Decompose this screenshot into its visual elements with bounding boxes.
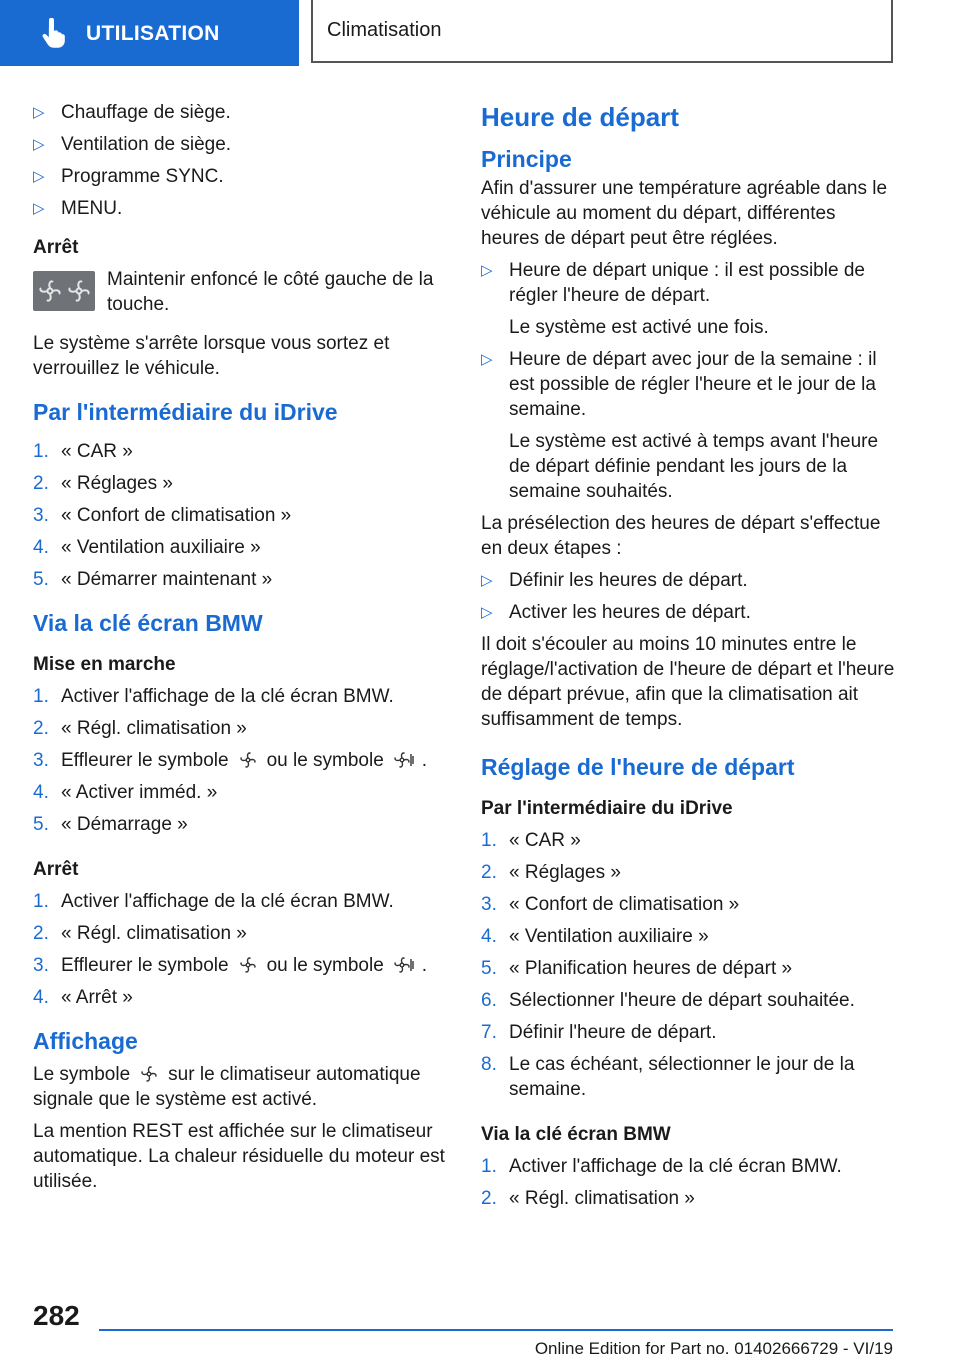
list-subtext: Le système est activé une fois. xyxy=(509,317,769,338)
list-item: 7. Définir l'heure de départ. xyxy=(481,1022,717,1043)
fan-off-button-icon xyxy=(33,271,95,311)
list-item: 8. Le cas échéant, sélectionner le jour de la semaine. xyxy=(481,1054,855,1100)
list-item: ▷ Ventilation de siège. xyxy=(33,134,232,155)
principe-heading: Principe xyxy=(481,146,572,172)
list-item: ▷ Chauffage de siège. xyxy=(33,102,231,123)
list-item: 1. Activer l'affichage de la clé écran BMW. xyxy=(33,686,394,707)
triangle-bullet-icon: ▷ xyxy=(481,351,493,368)
key-heading: Via la clé écran BMW xyxy=(481,1124,671,1145)
page-header xyxy=(0,0,960,66)
triangle-bullet-icon: ▷ xyxy=(481,572,493,589)
triangle-bullet-icon: ▷ xyxy=(33,136,45,153)
hand-pointer-icon xyxy=(40,18,66,48)
topic-label: Climatisation xyxy=(327,19,442,41)
list-item: 5. « Planification heures de départ » xyxy=(481,958,793,979)
arret-paragraph: Le système s'arrête lorsque vous sortez et verrouillez le véhicule. xyxy=(33,333,390,379)
list-item: 3. Effleurer le symbole ou le symbole . xyxy=(33,750,428,771)
triangle-bullet-icon: ▷ xyxy=(481,262,493,279)
list-item: ▷ Heure de départ unique : il est possible de régler l'heure de départ. xyxy=(481,260,865,306)
fan-icon xyxy=(137,1065,161,1083)
principe-paragraph: Afin d'assurer une température agréable dans le véhicule au moment du départ, différentes heures de départ peut être réglées. xyxy=(481,178,888,249)
idrive-heading: Par l'intermédiaire du iDrive xyxy=(33,399,338,425)
list-item: 6. Sélectionner l'heure de départ souhaitée. xyxy=(481,990,855,1011)
triangle-bullet-icon: ▷ xyxy=(33,200,45,217)
fan-icon xyxy=(236,956,260,974)
edition-note: Online Edition for Part no. 01402666729 - VI/19 xyxy=(534,1339,893,1358)
list-subtext: Le système est activé à temps avant l'heure de départ définie pendant les jours de la semaine souhaités. xyxy=(509,431,879,502)
arret-heading: Arrêt xyxy=(33,237,79,258)
list-item: 4. « Ventilation auxiliaire » xyxy=(481,926,709,947)
right-column xyxy=(481,100,896,1218)
list-item: 2. « Réglages » xyxy=(33,473,173,494)
topic-tab xyxy=(311,0,893,63)
triangle-bullet-icon: ▷ xyxy=(481,604,493,621)
list-item: 3. « Confort de climatisation » xyxy=(481,894,740,915)
triangle-bullet-icon: ▷ xyxy=(33,104,45,121)
delay-paragraph: Il doit s'écouler au moins 10 minutes entre le réglage/l'activation de l'heure de départ et l'heure de départ prévue, afin que la climatisation ait suffisamment de temps. xyxy=(481,634,895,730)
list-item: 4. « Activer imméd. » xyxy=(33,782,218,803)
section-label: UTILISATION xyxy=(86,21,220,45)
list-item: 1. « CAR » xyxy=(481,830,581,851)
footer-divider xyxy=(99,1329,893,1331)
list-item: 4. « Arrêt » xyxy=(33,987,133,1008)
page-number: 282 xyxy=(33,1300,80,1331)
list-item: ▷ MENU. xyxy=(33,198,123,219)
arret-icon-text: Maintenir enfoncé le côté gauche de la touche. xyxy=(107,269,434,315)
key-heading: Via la clé écran BMW xyxy=(33,610,263,636)
fan-heat-icon xyxy=(391,956,415,974)
list-item: 2. « Réglages » xyxy=(481,862,621,883)
triangle-bullet-icon: ▷ xyxy=(33,168,45,185)
mise-heading: Mise en marche xyxy=(33,654,176,675)
affichage-paragraph-1: Le symbole sur le climatiseur automatique signale que le système est activé. xyxy=(33,1064,421,1110)
list-item: ▷ Définir les heures de départ. xyxy=(481,570,748,591)
arret2-heading: Arrêt xyxy=(33,859,79,880)
list-item: 1. « CAR » xyxy=(33,441,133,462)
list-item: 4. « Ventilation auxiliaire » xyxy=(33,537,261,558)
reglage-heading: Réglage de l'heure de départ xyxy=(481,754,795,780)
list-item: ▷ Programme SYNC. xyxy=(33,166,224,187)
left-column xyxy=(33,100,448,1201)
list-item: 2. « Régl. climatisation » xyxy=(33,923,247,944)
list-item: 2. « Régl. climatisation » xyxy=(33,718,247,739)
list-item: 1. Activer l'affichage de la clé écran BMW. xyxy=(33,891,394,912)
fan-icon xyxy=(236,751,260,769)
list-item: 3. « Confort de climatisation » xyxy=(33,505,292,526)
list-item: ▷ Heure de départ avec jour de la semaine : il est possible de régler l'heure et le jour de la semaine. xyxy=(481,349,877,420)
idrive-heading: Par l'intermédiaire du iDrive xyxy=(481,798,733,819)
list-item: 1. Activer l'affichage de la clé écran BMW. xyxy=(481,1156,842,1177)
list-item: 5. « Démarrage » xyxy=(33,814,188,835)
affichage-heading: Affichage xyxy=(33,1028,138,1054)
etapes-paragraph: La présélection des heures de départ s'effectue en deux étapes : xyxy=(481,513,881,559)
list-item: 3. Effleurer le symbole ou le symbole . xyxy=(33,955,428,976)
page-title: Heure de départ xyxy=(481,102,679,132)
fan-heat-icon xyxy=(391,751,415,769)
list-item: 5. « Démarrer maintenant » xyxy=(33,569,273,590)
list-item: 2. « Régl. climatisation » xyxy=(481,1188,695,1209)
section-tab xyxy=(0,0,299,66)
arret-instruction xyxy=(33,267,448,317)
list-item: ▷ Activer les heures de départ. xyxy=(481,602,751,623)
affichage-paragraph-2: La mention REST est affichée sur le climatiseur automatique. La chaleur résiduelle du moteur est utilisée. xyxy=(33,1121,445,1192)
